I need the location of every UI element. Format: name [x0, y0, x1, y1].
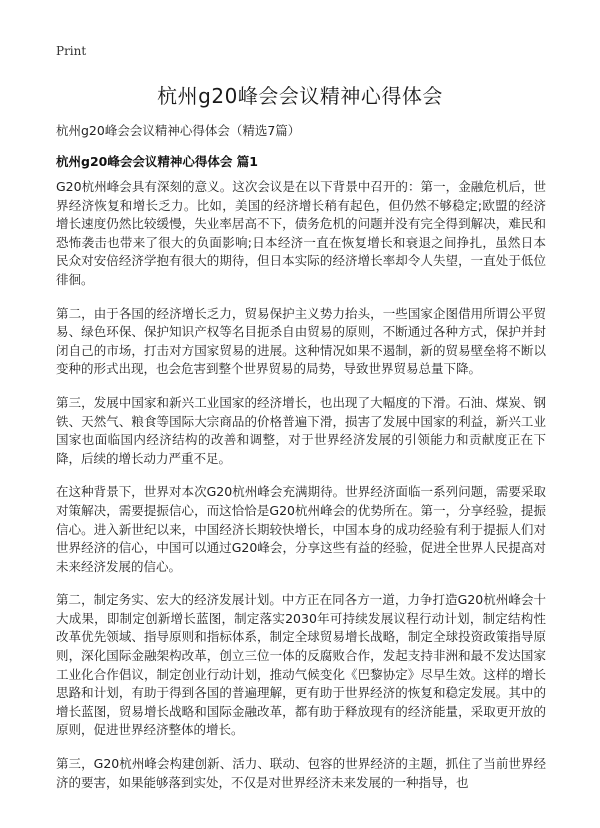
paragraph-6: 第三，G20杭州峰会构建创新、活力、联动、包容的世界经济的主题，抓住了当前世界经济的要害，如果能够落到实处，不仅是对世界经济未来发展的一种指导，也: [56, 756, 546, 790]
print-link[interactable]: Print: [56, 44, 87, 58]
paragraph-4: 在这种背景下，世界对本次G20杭州峰会充满期待。世界经济面临一系列问题，需要采取对策解决，需要提振信心，而这恰恰是G20杭州峰会的优势所在。第一，分享经验，提振信心。进入新世纪以来，中国经济长期较快增长，中国本身的成功经验有利于提振人们对世界经济的信心，中国可以通过G20峰会，分享这些有益的经验，促进全世界人民提高对未来经济发展的信心。: [56, 484, 546, 574]
paragraph-5: 第二，制定务实、宏大的经济发展计划。中方正在同各方一道，力争打造G20杭州峰会十大成果，即制定创新增长蓝图，制定落实2030年可持续发展议程行动计划，制定结构性改革优先领域、指导原则和指标体系，制定全球贸易增长战略，制定全球投资政策指导原则，深化国际金融架构改革，创立三位一体的反腐败合作，发起支持非洲和最不发达国家工业化合作倡议，制定创业行动计划，推动气候变化《巴黎协定》尽早生效。这样的增长思路和计划，有助于得到各国的普遍理解，更有助于世界经济的恢复和稳定发展。其中的增长蓝图，贸易增长战略和国际金融改革，都有助于释放现有的经济能量，采取更开放的原则，促进世界经济整体的增长。: [56, 592, 546, 738]
article-body: [56, 178, 546, 807]
paragraph-1: G20杭州峰会具有深刻的意义。这次会议是在以下背景中召开的：第一，金融危机后，世界经济恢复和增长乏力。比如，美国的经济增长稍有起色，但仍然不够稳定;欧盟的经济增长速度仍然比较缓慢，失业率居高不下，债务危机的问题并没有完全得到解决，难民和恐怖袭击也带来了很大的负面影响;日本经济一直在恢复增长和衰退之间挣扎，虽然日本民众对安倍经济学抱有很大的期待，但日本实际的经济增长率却令人失望，一直处于低位徘徊。: [56, 179, 546, 287]
section-heading: 杭州g20峰会会议精神心得体会 篇1: [56, 154, 258, 169]
paragraph-2: 第二，由于各国的经济增长乏力，贸易保护主义势力抬头，一些国家企图借用所谓公平贸易、绿色环保、保护知识产权等名目扼杀自由贸易的原则，不断通过各种方式，保护并封闭自己的市场，打击对方国家贸易的进展。这种情况如果不遏制，新的贸易壁垒将不断以变种的形式出现，也会危害到整个世界贸易的局势，导致世界贸易总量下降。: [56, 305, 546, 377]
page-title: 杭州g20峰会会议精神心得体会: [157, 84, 443, 108]
document-subtitle: 杭州g20峰会会议精神心得体会（精选7篇）: [56, 123, 301, 138]
paragraph-3: 第三，发展中国家和新兴工业国家的经济增长，也出现了大幅度的下滑。石油、煤炭、钢铁、天然气、粮食等国际大宗商品的价格普遍下滑，损害了发展中国家的利益，新兴工业国家也面临国内经济结构的改善和调整，对于世界经济发展的引领能力和贡献度正在下降，后续的增长动力严重不足。: [56, 394, 546, 466]
